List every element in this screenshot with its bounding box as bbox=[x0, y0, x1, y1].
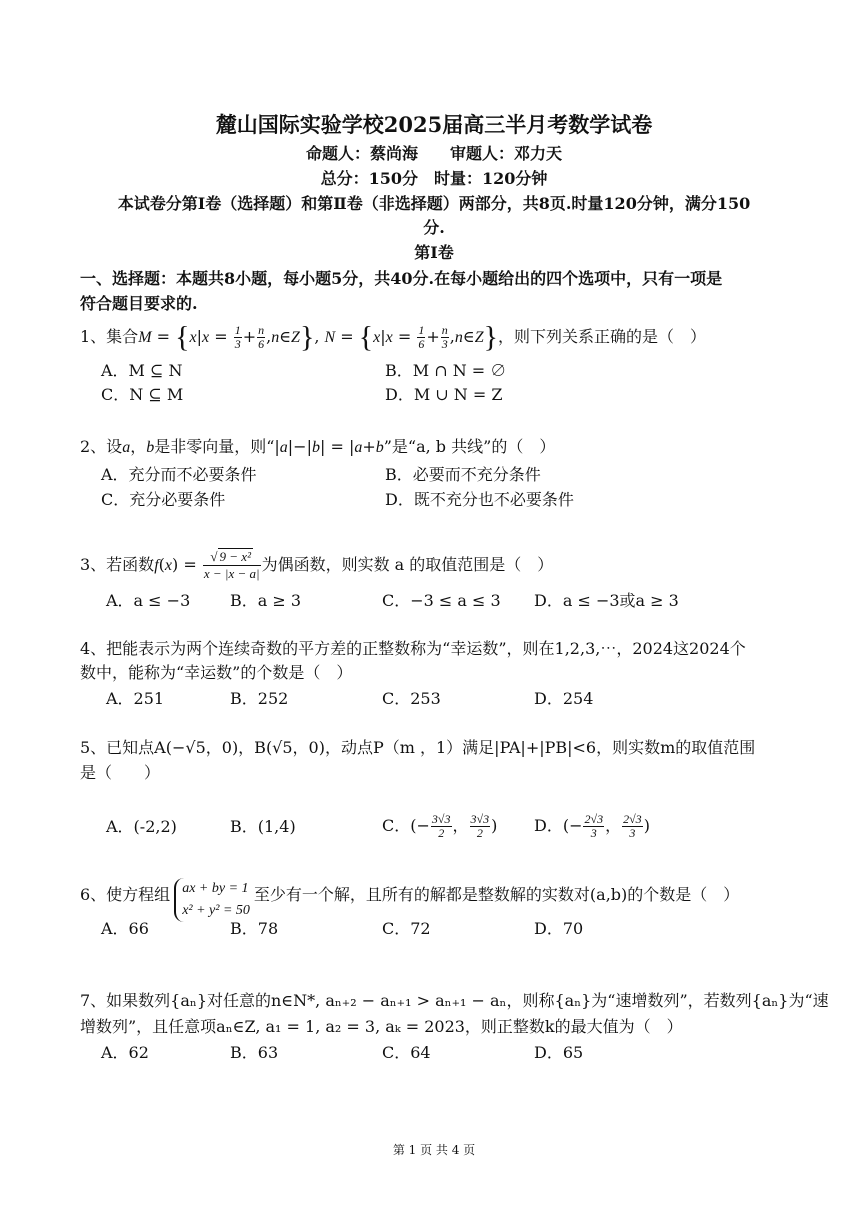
question-6-option-b: B．78 bbox=[230, 919, 279, 938]
exam-title: 麓山国际实验学校2025届高三半月考数学试卷 bbox=[215, 112, 653, 137]
question-5-line2: 是（ ） bbox=[80, 763, 161, 782]
exam-authors: 命题人：蔡尚海 审题人：邓力天 bbox=[305, 144, 562, 163]
question-5-option-b: B．(1,4) bbox=[230, 817, 296, 836]
question-6-option-d: D．70 bbox=[534, 919, 584, 938]
question-1-option-d: D．M ∪ N = Z bbox=[385, 385, 503, 404]
section-heading-line1: 一、选择题：本题共8小题，每小题5分，共40分.在每小题给出的四个选项中，只有一项是 bbox=[80, 269, 723, 288]
question-4-line1: 4、把能表示为两个连续奇数的平方差的正整数称为“幸运数”，则在1,2,3,⋯，2024这2024个 bbox=[80, 639, 746, 658]
question-7-line1: 7、如果数列{aₙ}对任意的n∈N*, aₙ₊₂ − aₙ₊₁ > aₙ₊₁ − aₙ，则称{aₙ}为“速增数列”，若数列{aₙ}为“速 bbox=[80, 991, 829, 1010]
question-2-stem: 2、设a，b是非零向量，则“|a|−|b| = |a+b”是“a, b 共线”的（ ） bbox=[80, 437, 556, 456]
question-3-stem: 3、若函数f(x) = $\frac{\text{√ 9 − x²}}{x - |x - a|}$ 为偶函数，则实数 a 的取值范围是（ ） bbox=[80, 549, 554, 581]
question-5-line1: 5、已知点A(−√5，0)，B(√5，0)，动点P（m ，1）满足|PA|+|PB|<6，则实数m的取值范围 bbox=[80, 738, 756, 757]
question-7-option-b: B．63 bbox=[230, 1043, 279, 1062]
question-7-option-d: D．65 bbox=[534, 1043, 584, 1062]
exam-score-time: 总分：150分 时量：120分钟 bbox=[320, 169, 548, 188]
question-1-stem: 1、集合M = {x|x = $\frac{1}{3}$ + $\frac{n}{6}$ ,n∈Z}, N = {x|x = $\frac{1}{6}$ + $\frac{n}{3}$ ,n∈Z}，则下列关系正确的是（ ） bbox=[80, 320, 707, 354]
question-1-option-b: B．M ∩ N = ∅ bbox=[385, 361, 507, 380]
exam-intro-line2: 分. bbox=[423, 218, 445, 237]
question-7-line2: 增数列”，且任意项aₙ∈Z, a₁ = 1, a₂ = 3, aₖ = 2023，则正整数k的最大值为（ ） bbox=[80, 1017, 683, 1036]
question-4-option-c: C．253 bbox=[382, 689, 441, 708]
question-1-option-a: A．M ⊆ N bbox=[101, 361, 183, 380]
question-5-option-d: D．(− $\frac{2√3}{3}$ ， $\frac{2√3}{3}$ ) bbox=[534, 812, 650, 840]
question-5-option-a: A．(-2,2) bbox=[106, 817, 177, 836]
question-4-option-d: D．254 bbox=[534, 689, 594, 708]
exam-intro-line1: 本试卷分第Ⅰ卷（选择题）和第Ⅱ卷（非选择题）两部分，共8页.时量120分钟，满分150 bbox=[117, 194, 751, 213]
question-4-line2: 数中，能称为“幸运数”的个数是（ ） bbox=[80, 663, 353, 682]
question-3-option-c: C．−3 ≤ a ≤ 3 bbox=[382, 591, 501, 610]
question-6-option-a: A．66 bbox=[101, 919, 149, 938]
question-4-option-b: B．252 bbox=[230, 689, 289, 708]
question-3-option-a: A．a ≤ −3 bbox=[106, 591, 191, 610]
section-heading-line2: 符合题目要求的. bbox=[80, 294, 198, 313]
question-3-option-b: B．a ≥ 3 bbox=[230, 591, 302, 610]
question-6-option-c: C．72 bbox=[382, 919, 431, 938]
question-2-option-d: D．既不充分也不必要条件 bbox=[385, 490, 574, 509]
question-6-stem: 6、使方程组 ax + by = 1 x² + y² = 50 至少有一个解，且所有的解都是整数解的实数对(a,b)的个数是（ ） bbox=[80, 878, 739, 922]
question-7-option-a: A．62 bbox=[101, 1043, 149, 1062]
question-7-option-c: C．64 bbox=[382, 1043, 431, 1062]
question-5-option-c: C．(− $\frac{3√3}{2}$ ， $\frac{3√3}{2}$ ) bbox=[382, 812, 498, 840]
question-3-option-d: D．a ≤ −3或a ≥ 3 bbox=[534, 591, 679, 610]
question-2-option-c: C．充分必要条件 bbox=[101, 490, 226, 509]
question-1-option-c: C．N ⊆ M bbox=[101, 385, 184, 404]
question-4-option-a: A．251 bbox=[106, 689, 165, 708]
question-2-option-b: B．必要而不充分条件 bbox=[385, 465, 541, 484]
part-label: 第Ⅰ卷 bbox=[414, 243, 454, 262]
question-2-option-a: A．充分而不必要条件 bbox=[101, 465, 257, 484]
page-footer: 第 1 页 共 4 页 bbox=[392, 1143, 476, 1157]
